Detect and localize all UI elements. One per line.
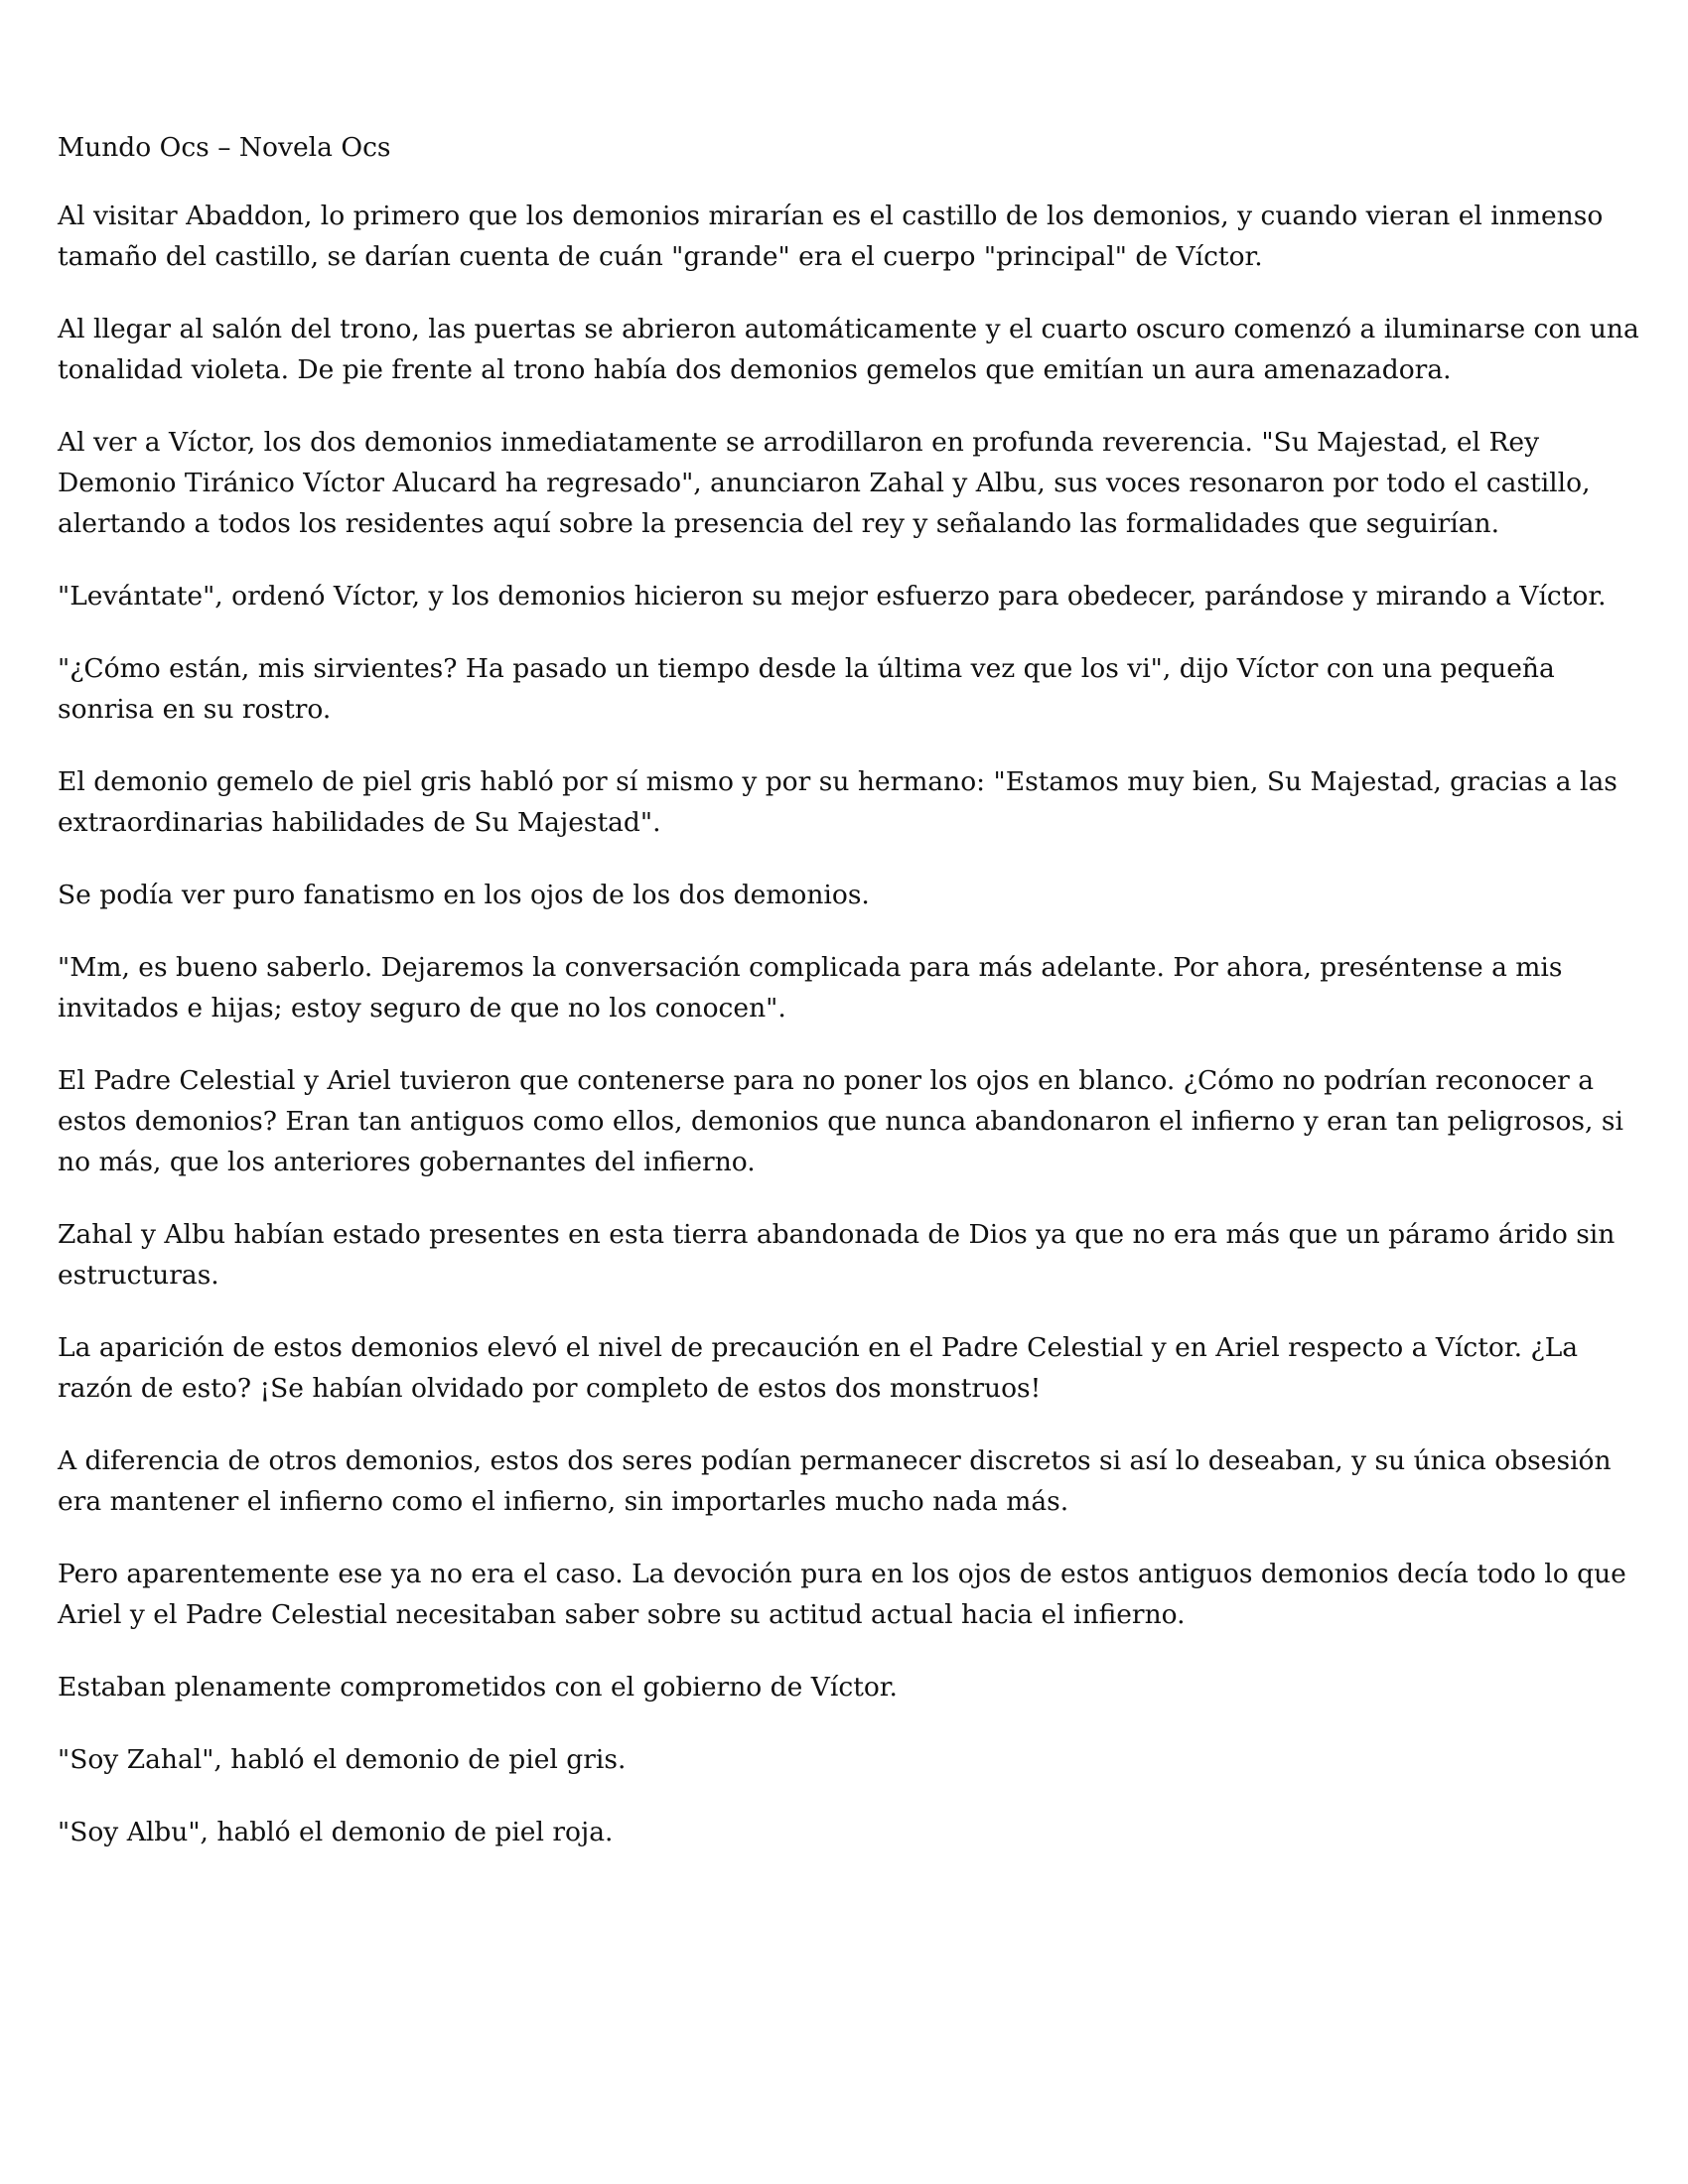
paragraph-7: Se podía ver puro fanatismo en los ojos de los dos demonios. — [58, 880, 870, 910]
paragraph-13: Pero aparentemente ese ya no era el caso. La devoción pura en los ojos de estos antiguos demonios decía todo lo que Ariel y el Padre Celestial necesitaban saber sobre su actitud actual hacia el infierno. — [58, 1559, 1626, 1630]
paragraph-14: Estaban plenamente comprometidos con el gobierno de Víctor. — [58, 1672, 898, 1703]
paragraph-9: El Padre Celestial y Ariel tuvieron que contenerse para no poner los ojos en blanco. ¿Cómo no podrían reconocer a estos demonios? Eran tan antiguos como ellos, demonios que nunca abandonaron el infierno y eran tan peligrosos, si no más, que los anteriores gobernantes del infierno. — [58, 1065, 1623, 1177]
paragraph-12: A diferencia de otros demonios, estos dos seres podían permanecer discretos si así lo deseaban, y su única obsesión era mantener el infierno como el infierno, sin importarles mucho nada más. — [58, 1445, 1612, 1517]
document-header: Mundo Ocs – Novela Ocs — [58, 132, 391, 163]
paragraph-2: Al llegar al salón del trono, las puertas se abrieron automáticamente y el cuarto oscuro comenzó a iluminarse con una tonalidad violeta. De pie frente al trono había dos demonios gemelos que emitían un aura amenazadora. — [58, 314, 1639, 385]
document-body — [58, 127, 1646, 1884]
paragraph-6: El demonio gemelo de piel gris habló por sí mismo y por su hermano: "Estamos muy bien, Su Majestad, gracias a las extraordinarias habilidades de Su Majestad". — [58, 766, 1618, 838]
paragraph-16: "Soy Albu", habló el demonio de piel roja. — [58, 1817, 614, 1847]
paragraph-3: Al ver a Víctor, los dos demonios inmediatamente se arrodillaron en profunda reverencia. "Su Majestad, el Rey Demonio Tiránico Víctor Alucard ha regresado", anunciaron Zahal y Albu, sus voces resonaron por todo el castillo, alertando a todos los residentes aquí sobre la presencia del rey y señalando las formalidades que seguirían. — [58, 427, 1591, 539]
paragraph-5: "¿Cómo están, mis sirvientes? Ha pasado un tiempo desde la última vez que los vi", dijo Víctor con una pequeña sonrisa en su rostro. — [58, 653, 1555, 725]
paragraph-10: Zahal y Albu habían estado presentes en esta tierra abandonada de Dios ya que no era más que un páramo árido sin estructuras. — [58, 1219, 1616, 1291]
paragraph-11: La aparición de estos demonios elevó el nivel de precaución en el Padre Celestial y en Ariel respecto a Víctor. ¿La razón de esto? ¡Se habían olvidado por completo de estos dos monstruos! — [58, 1332, 1579, 1404]
paragraph-4: "Levántate", ordenó Víctor, y los demonios hicieron su mejor esfuerzo para obedecer, parándose y mirando a Víctor. — [58, 581, 1607, 612]
paragraph-1: Al visitar Abaddon, lo primero que los demonios mirarían es el castillo de los demonios, y cuando vieran el inmenso tamaño del castillo, se darían cuenta de cuán "grande" era el cuerpo "principal" de Víctor. — [58, 201, 1604, 272]
paragraph-8: "Mm, es bueno saberlo. Dejaremos la conversación complicada para más adelante. Por ahora, preséntense a mis invitados e hijas; estoy seguro de que no los conocen". — [58, 952, 1563, 1024]
paragraph-15: "Soy Zahal", habló el demonio de piel gris. — [58, 1744, 627, 1775]
